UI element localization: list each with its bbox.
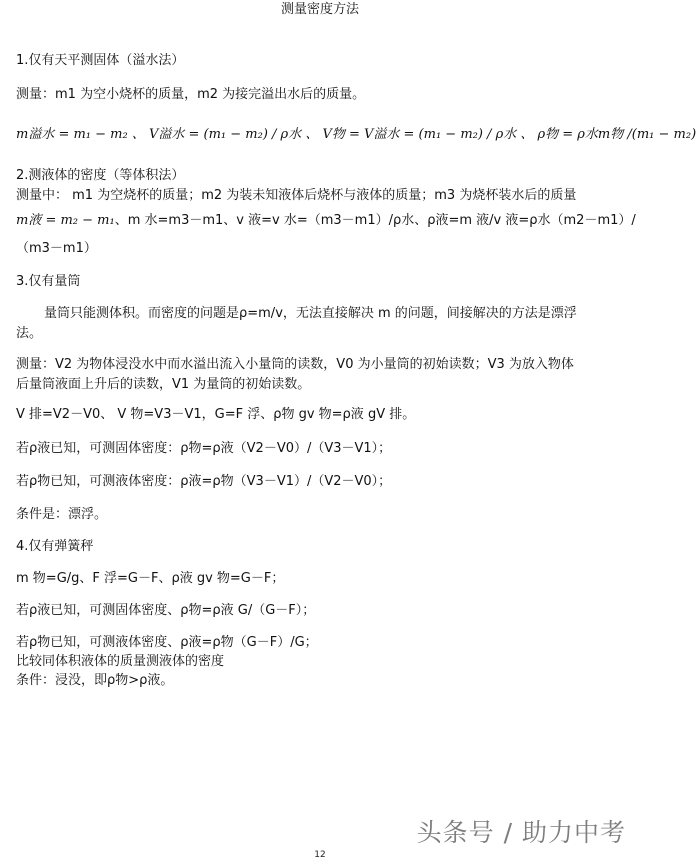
section-1-heading: 1.仅有天平测固体（溢水法） (16, 53, 185, 68)
section-3-equation: V 排=V2－V0、 V 物=V3－V1，G=F 浮、ρ物 gv 物=ρ液 gV 排。 (16, 407, 416, 422)
section-3-para1-line2: 法。 (16, 326, 43, 341)
section-3-para2-line2: 后量筒液面上升后的读数，V1 为量筒的初始读数。 (16, 377, 311, 392)
page-number: 12 (314, 850, 326, 860)
section-3-para2-line1: 测量：V2 为物体浸没水中而水溢出流入小量筒的读数，V0 为小量筒的初始读数；V3 为放入物体 (16, 357, 574, 372)
page-title: 测量密度方法 (280, 2, 359, 17)
section-2-line3 (16, 212, 636, 230)
section-4-condition: 条件：浸没，即ρ物>ρ液。 (16, 673, 174, 688)
watermark: 头条号 / 助力中考 (416, 818, 626, 847)
section-3-para1-line1: 量筒只能测体积。而密度的问题是ρ=m/v，无法直接解决 m 的问题，间接解决的方法是漂浮 (44, 306, 577, 321)
section-2-mass-formula: m液 = m₂ − m₁ (16, 213, 115, 228)
section-2-line4: （m3－m1） (16, 241, 97, 256)
section-3-case-1: 若ρ液已知，可测固体密度：ρ物=ρ液（V2－V0）/（V3－V1）； (16, 441, 392, 456)
section-2-density-text: 、m 水=m3－m1、v 液=v 水=（m3－m1）/ρ水、ρ液=m 液/v 液=ρ水（m2－m1）/ (114, 213, 636, 228)
section-4-compare: 比较同体积液体的质量测液体的密度 (16, 654, 225, 669)
section-4-equation: m 物=G/g、F 浮=G－F、ρ液 gv 物=G－F； (16, 571, 285, 586)
section-2-heading: 2.测液体的密度（等体积法） (16, 168, 185, 183)
section-2-measure: 测量中： m1 为空烧杯的质量；m2 为装未知液体后烧杯与液体的质量；m3 为烧杯装水后的质量 (16, 188, 577, 203)
section-1-formula: m溢水 = m₁ − m₂ 、 V溢水 = (m₁ − m₂) / ρ水 、 V物 = V溢水 = (m₁ − m₂) / ρ水 、 ρ物 = ρ水m物 /(m₁ − m₂) (16, 127, 696, 142)
section-3-case-2: 若ρ物已知，可测液体密度：ρ液=ρ物（V3－V1）/（V2－V0）； (16, 474, 392, 489)
section-4-heading: 4.仅有弹簧秤 (16, 539, 94, 554)
section-4-case-1: 若ρ液已知，可测固体密度、ρ物=ρ液 G/（G－F）； (16, 603, 316, 618)
section-4-case-2: 若ρ物已知，可测液体密度、ρ液=ρ物（G－F）/G； (16, 635, 318, 650)
section-1-measure: 测量：m1 为空小烧杯的质量，m2 为接完溢出水后的质量。 (16, 87, 366, 102)
section-3-heading: 3.仅有量筒 (16, 274, 81, 289)
section-3-condition: 条件是：漂浮。 (16, 507, 108, 522)
